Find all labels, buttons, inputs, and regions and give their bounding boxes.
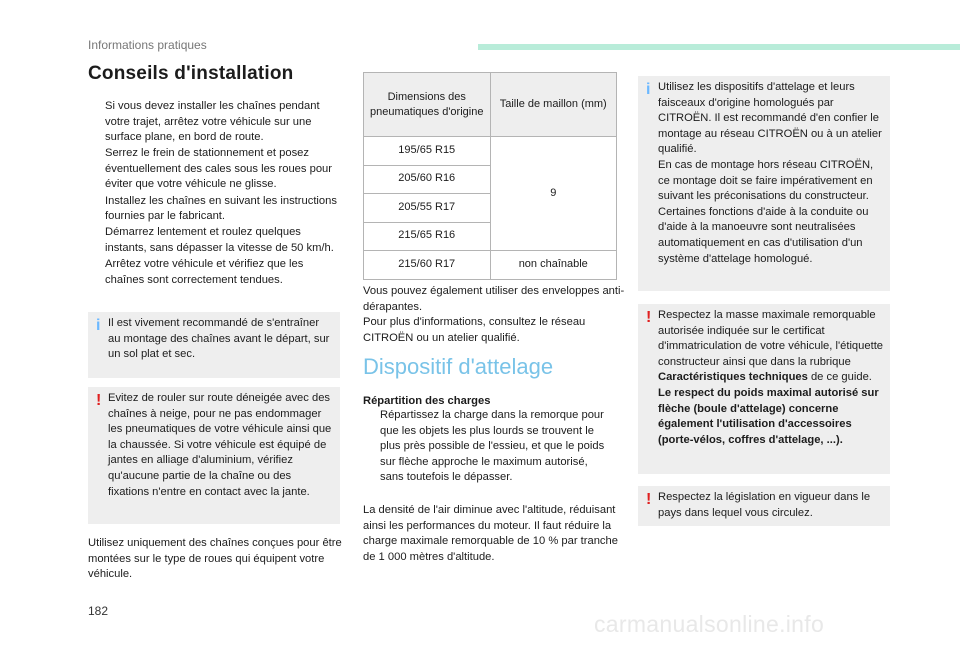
- warning-text: Evitez de rouler sur route déneigée avec des chaînes à neige, pour ne pas endommager les pneumatiques de votre véhicule ainsi que la chaussée. Si votre véhicule est équipé de jantes en alliage d'aluminium, vérifiez qu'aucune partie de la chaîne ou des fixations n'entre en contact avec la jante.: [108, 392, 332, 498]
- info-icon: i: [646, 81, 651, 98]
- info-box: [88, 312, 340, 378]
- warning-text: Respectez la législation en vigueur dans le pays dans lequel vous circulez.: [658, 491, 871, 519]
- list-item: Démarrez lentement et roulez quelques instants, sans dépasser la vitesse de 50 km/h.: [105, 226, 334, 254]
- warning-icon: !: [646, 309, 652, 326]
- section-title: Dispositif d'attelage: [363, 354, 554, 379]
- table-header: Taille de maillon (mm): [490, 73, 617, 137]
- paragraph: Utilisez uniquement des chaînes conçues pour être montées sur le type de roues qui équipent votre véhicule.: [88, 537, 342, 581]
- table-cell: 215/65 R16: [364, 222, 491, 251]
- list-item: Installez les chaînes en suivant les instructions fournies par le fabricant.: [105, 194, 337, 223]
- info-text: Il est vivement recommandé de s'entraîner au montage des chaînes avant le départ, sur un sol plat et sec.: [108, 317, 330, 361]
- table-cell: 205/55 R17: [364, 194, 491, 223]
- chain-size-table: [363, 72, 617, 280]
- warning-icon: !: [646, 491, 652, 508]
- paragraph: La densité de l'air diminue avec l'altitude, réduisant ainsi les performances du moteur. Il faut réduire la charge maximale remorquable de 10 % par tranche de 1 000 mètres d'altitude.: [363, 504, 618, 563]
- load-list: [363, 408, 613, 486]
- info-box: [638, 76, 890, 291]
- warning-box: [88, 387, 340, 524]
- page-number: 182: [88, 604, 109, 618]
- installation-steps: [88, 99, 343, 289]
- table-header: Dimensions des pneumatiques d'origine: [364, 73, 491, 137]
- warning-icon: !: [96, 392, 102, 409]
- page-title: Conseils d'installation: [88, 63, 294, 84]
- list-item: Serrez le frein de stationnement et posez éventuellement des cales sous les roues pour éviter que votre véhicule ne glisse.: [105, 147, 332, 191]
- subheading: Répartition des charges: [363, 395, 491, 407]
- list-item: Arrêtez votre véhicule et vérifiez que les chaînes sont correctement tendues.: [105, 257, 304, 286]
- warning-box: [638, 486, 890, 526]
- list-item: Si vous devez installer les chaînes pendant votre trajet, arrêtez votre véhicule sur une surface plane, en bord de route.: [105, 100, 320, 144]
- warning-text: Respectez la masse maximale remorquable autorisée indiquée sur le certificat d'immatriculation de votre véhicule, l'étiquette constructeur ainsi que dans la rubrique Caractéristiques techniques de ce guide. Le respect du poids maximal autorisé sur flèche (boule d'attelage) concerne également l'utilisation d'accessoires (porte-vélos, coffres d'attelage, ...).: [658, 309, 884, 446]
- info-text: Utilisez les dispositifs d'attelage et leurs faisceaux d'origine homologués par CITROËN. Il est recommandé d'en confier le montage au réseau CITROËN ou à un atelier qualifié. En cas de montage hors réseau CITROËN, ce montage doit se faire impérativement en suivant les préconisations du constructeur. Certaines fonctions d'aide à la conduite ou d'aide à la manoeuvre sont neutralisées automatiquement en cas d'utilisation d'un système d'attelage homologué.: [658, 81, 882, 265]
- table-cell: 205/60 R16: [364, 165, 491, 194]
- section-header: Informations pratiques: [88, 38, 207, 52]
- watermark: carmanualsonline.info: [594, 611, 825, 637]
- list-item: Répartissez la charge dans la remorque pour que les objets les plus lourds se trouvent le plus près possible de l'essieu, et que le poids sur flèche approche le maximum autorisé, sans toutefois le dépasser.: [380, 409, 605, 484]
- table-cell: non chaînable: [490, 251, 617, 280]
- table-cell: 215/60 R17: [364, 251, 491, 280]
- warning-box: [638, 304, 890, 474]
- table-cell: 9: [490, 137, 617, 251]
- info-icon: i: [96, 317, 101, 334]
- paragraph: Vous pouvez également utiliser des enveloppes anti-dérapantes. Pour plus d'informations, consultez le réseau CITROËN ou un atelier qualifié.: [363, 285, 625, 344]
- accent-bar: [478, 44, 960, 50]
- table-cell: 195/65 R15: [364, 137, 491, 166]
